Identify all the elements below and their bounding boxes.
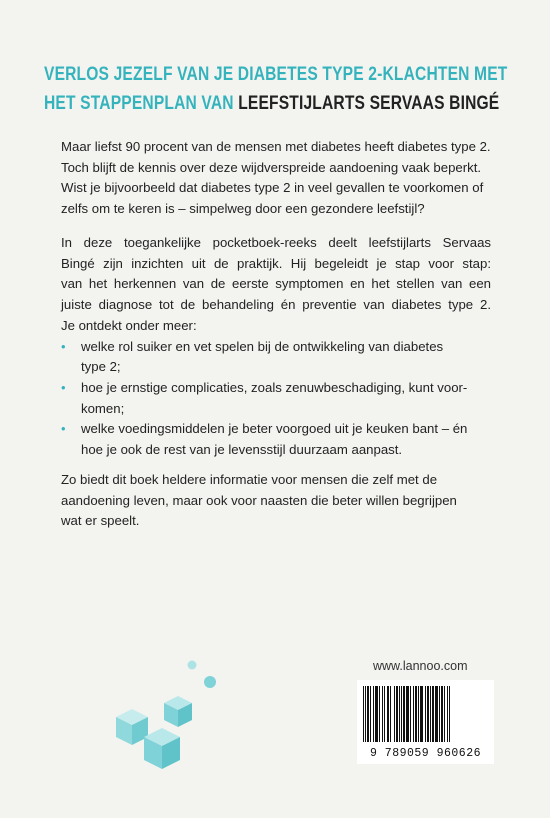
list-item xyxy=(61,378,491,419)
text-line: juiste diagnose tot de behandeling én preventie van diabetes type 2. xyxy=(61,297,491,313)
text-line: welke rol suiker en vet spelen bij de ontwikkeling van diabetes xyxy=(81,338,444,354)
barcode-icon xyxy=(357,680,494,746)
barcode-bar xyxy=(396,686,398,742)
barcode-bar xyxy=(447,686,448,742)
bullet-icon: • xyxy=(61,379,66,395)
text-line: Bingé zijn inzichten uit de praktijk. Hij begeleidt je stap voor stap: xyxy=(61,255,491,271)
publisher-url: www.lannoo.com xyxy=(373,659,468,673)
barcode-bar xyxy=(441,686,443,742)
barcode-bar xyxy=(413,686,414,742)
text-line: hoe je ernstige complicaties, zoals zenuwbeschadiging, kunt voor- xyxy=(81,379,468,395)
barcode-bar xyxy=(401,686,402,742)
barcode-bar xyxy=(435,686,438,742)
cubes-illustration-icon xyxy=(112,655,222,775)
barcode-bar xyxy=(406,686,409,742)
headline xyxy=(44,60,516,118)
text-line: Zo biedt dit boek heldere informatie voor mensen die zelf met de xyxy=(61,472,438,487)
headline-line-2-teal: HET STAPPENPLAN VAN xyxy=(44,92,234,114)
barcode-bar xyxy=(384,686,385,742)
barcode-bar xyxy=(373,686,374,742)
text-line: welke voedingsmiddelen je beter voorgoed uit je keuken bant – én xyxy=(81,421,468,437)
description-paragraph xyxy=(61,233,491,461)
barcode-bar xyxy=(432,686,434,742)
intro-paragraph xyxy=(61,137,491,220)
cube-icon xyxy=(144,728,180,769)
headline-author: LEEFSTIJLARTS SERVAAS BINGÉ xyxy=(238,92,500,114)
isbn-barcode xyxy=(357,680,494,764)
barcode-bar xyxy=(367,686,369,742)
barcode-bar xyxy=(363,686,364,742)
barcode-bar xyxy=(439,686,440,742)
barcode-bar xyxy=(449,686,450,742)
text-line: komen; xyxy=(81,400,125,416)
text-line: Wist je bijvoorbeeld dat diabetes type 2 in veel gevallen te voorkomen of xyxy=(61,180,484,196)
closing-paragraph xyxy=(61,470,491,532)
headline-line-1: VERLOS JEZELF VAN JE DIABETES TYPE 2-KLACHTEN MET xyxy=(44,63,508,85)
list-item xyxy=(61,337,491,378)
cube-icon xyxy=(164,696,192,727)
dot-icon xyxy=(204,676,216,688)
barcode-bar xyxy=(365,686,366,742)
barcode-bar xyxy=(375,686,378,742)
barcode-bar xyxy=(444,686,445,742)
text-line: van het herkennen van de eerste symptomen en het stellen van een xyxy=(61,276,491,292)
dot-icon xyxy=(188,661,197,670)
isbn-number: 9 789059 960626 xyxy=(369,747,482,760)
barcode-bar xyxy=(370,686,371,742)
barcode-bar xyxy=(427,686,429,742)
barcode-bar xyxy=(418,686,419,742)
barcode-bar xyxy=(410,686,411,742)
bullet-icon: • xyxy=(61,338,66,354)
text-line: Je ontdekt onder meer: xyxy=(61,317,197,333)
text-line: Maar liefst 90 procent van de mensen met diabetes heeft diabetes type 2. xyxy=(61,139,491,154)
barcode-bar xyxy=(399,686,400,742)
barcode-bar xyxy=(390,686,391,742)
cube-icon xyxy=(116,709,148,745)
text-line: hoe je ook de rest van je levensstijl duurzaam aanpast. xyxy=(81,442,403,458)
barcode-bar xyxy=(415,686,417,742)
barcode-bar xyxy=(387,686,389,742)
text-line: Toch blijft de kennis over deze wijdverspreide aandoening vaak beperkt. xyxy=(61,159,482,175)
barcode-bar xyxy=(403,686,405,742)
list-item xyxy=(61,419,491,460)
text-line: type 2; xyxy=(81,359,121,375)
barcode-bar xyxy=(430,686,431,742)
barcode-bar xyxy=(379,686,380,742)
barcode-bar xyxy=(420,686,423,742)
bullet-icon: • xyxy=(61,421,66,437)
bullet-list xyxy=(61,337,491,461)
barcode-bar xyxy=(394,686,395,742)
barcode-bar xyxy=(382,686,383,742)
text-line: In deze toegankelijke pocketboek-reeks deelt leefstijlarts Servaas xyxy=(61,235,491,250)
text-line: wat er speelt. xyxy=(61,513,140,529)
text-line: zelfs om te keren is – simpelweg door een gezondere leefstijl? xyxy=(61,201,425,217)
barcode-bar xyxy=(425,686,426,742)
text-line: aandoening leven, maar ook voor naasten die beter willen begrijpen xyxy=(61,492,457,508)
